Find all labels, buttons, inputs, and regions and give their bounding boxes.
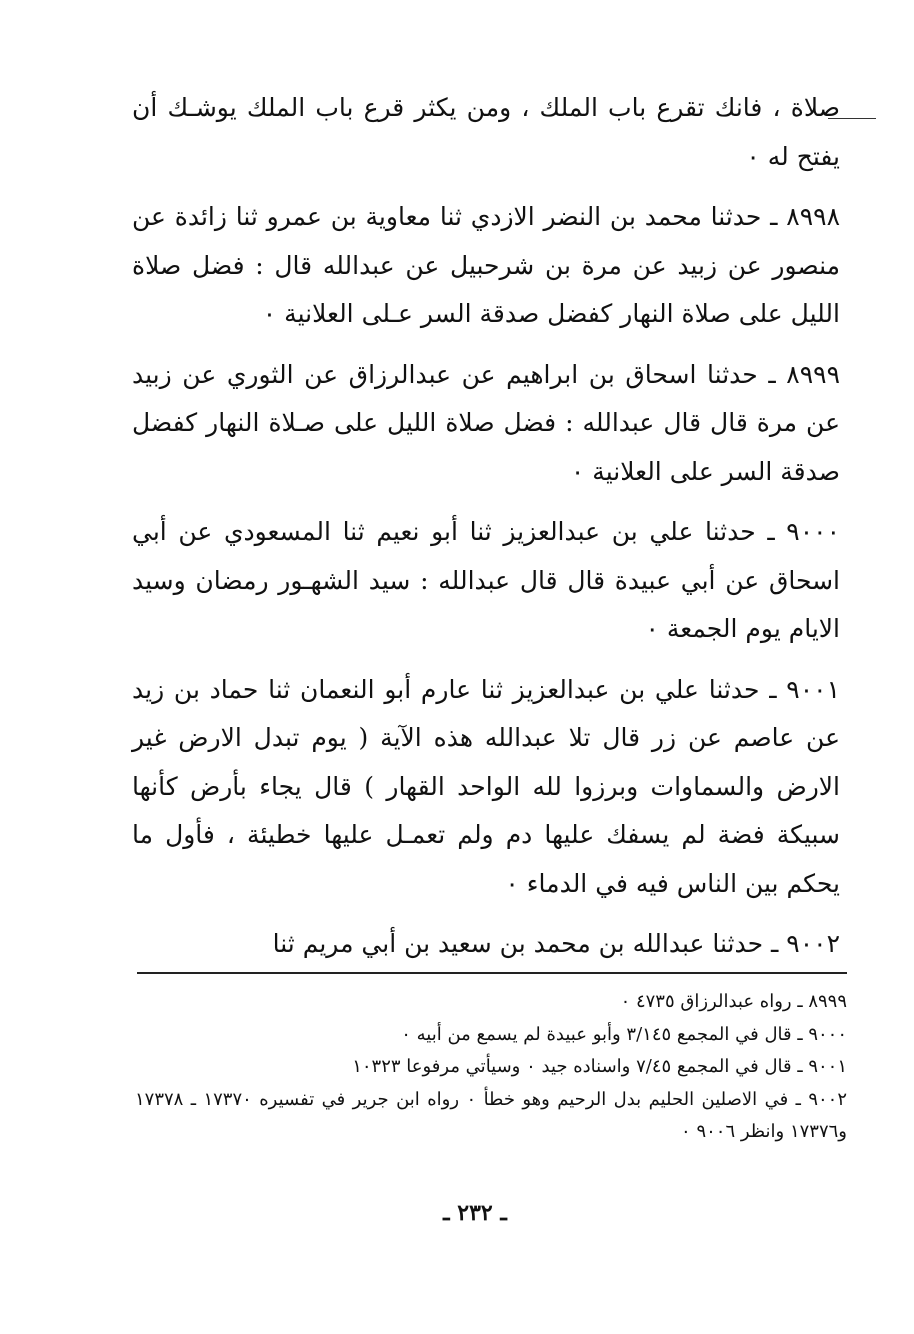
- footnote-9000: ٩٠٠٠ ـ قال في المجمع ٣/١٤٥ وأبو عبيدة لم يسمع من أبيه ٠: [401, 1023, 847, 1045]
- hadith-9001: ٩٠٠١ ـ حدثنا علي بن عبدالعزيز ثنا عارم أبو النعمان ثنا حماد بن زيد عن عاصم عن زر قال تلا عبدالله هذه الآية ( يوم تبدل الارض غير الارض والسماوات وبرزوا لله الواحد القهار ) قال يجاء بأرض كأنها سبيكة فضة لم يسفك عليها دم ولم تعمـل عليها خطيئة ، فأول ما يحكم بين الناس فيه في الدماء ٠: [132, 674, 840, 898]
- hadith-9000: ٩٠٠٠ ـ حدثنا علي بن عبدالعزيز ثنا أبو نعيم ثنا المسعودي عن أبي اسحاق عن أبي عبيدة قال قال عبدالله : سيد الشهـور رمضان وسيد الايام يوم الجمعة ٠: [132, 517, 840, 643]
- hadith-8999: ٨٩٩٩ ـ حدثنا اسحاق بن ابراهيم عن عبدالرزاق عن الثوري عن زبيد عن مرة قال قال عبدالله : فضل صلاة الليل على صـلاة النهار كفضل صدقة السر على العلانية ٠: [132, 359, 840, 486]
- main-text-block: [132, 84, 840, 969]
- footnote-9002: ٩٠٠٢ ـ في الاصلين الحليم بدل الرحيم وهو خطأ ٠ رواه ابن جرير في تفسيره ١٧٣٧٠ ـ ١٧٣٧٨ و١٧٣٧٦ وانظر ٩٠٠٦ ٠: [135, 1088, 847, 1142]
- hadith-8998: ٨٩٩٨ ـ حدثنا محمد بن النضر الازدي ثنا معاوية بن عمرو ثنا زائدة عن منصور عن زبيد عن مرة بن شرحبيل عن عبدالله قال : فضل صلاة الليل على صلاة النهار كفضل صدقة السر عـلى العلانية ٠: [132, 202, 840, 328]
- footnote-8999: ٨٩٩٩ ـ رواه عبدالرزاق ٤٧٣٥ ٠: [620, 991, 847, 1012]
- footnotes-block: [135, 986, 847, 1149]
- footnote-9001: ٩٠٠١ ـ قال في المجمع ٧/٤٥ واسناده جيد ٠ وسيأتي مرفوعا ١٠٣٢٣: [352, 1056, 847, 1077]
- continuation-paragraph: صلاة ، فانك تقرع باب الملك ، ومن يكثر قرع باب الملك يوشـك أن يفتح له ٠: [132, 93, 840, 171]
- footnote-separator: [137, 972, 847, 974]
- hadith-9002: ٩٠٠٢ ـ حدثنا عبدالله بن محمد بن سعيد بن أبي مريم ثنا: [272, 929, 840, 958]
- page-number: ـ ٢٣٢ ـ: [443, 1200, 507, 1226]
